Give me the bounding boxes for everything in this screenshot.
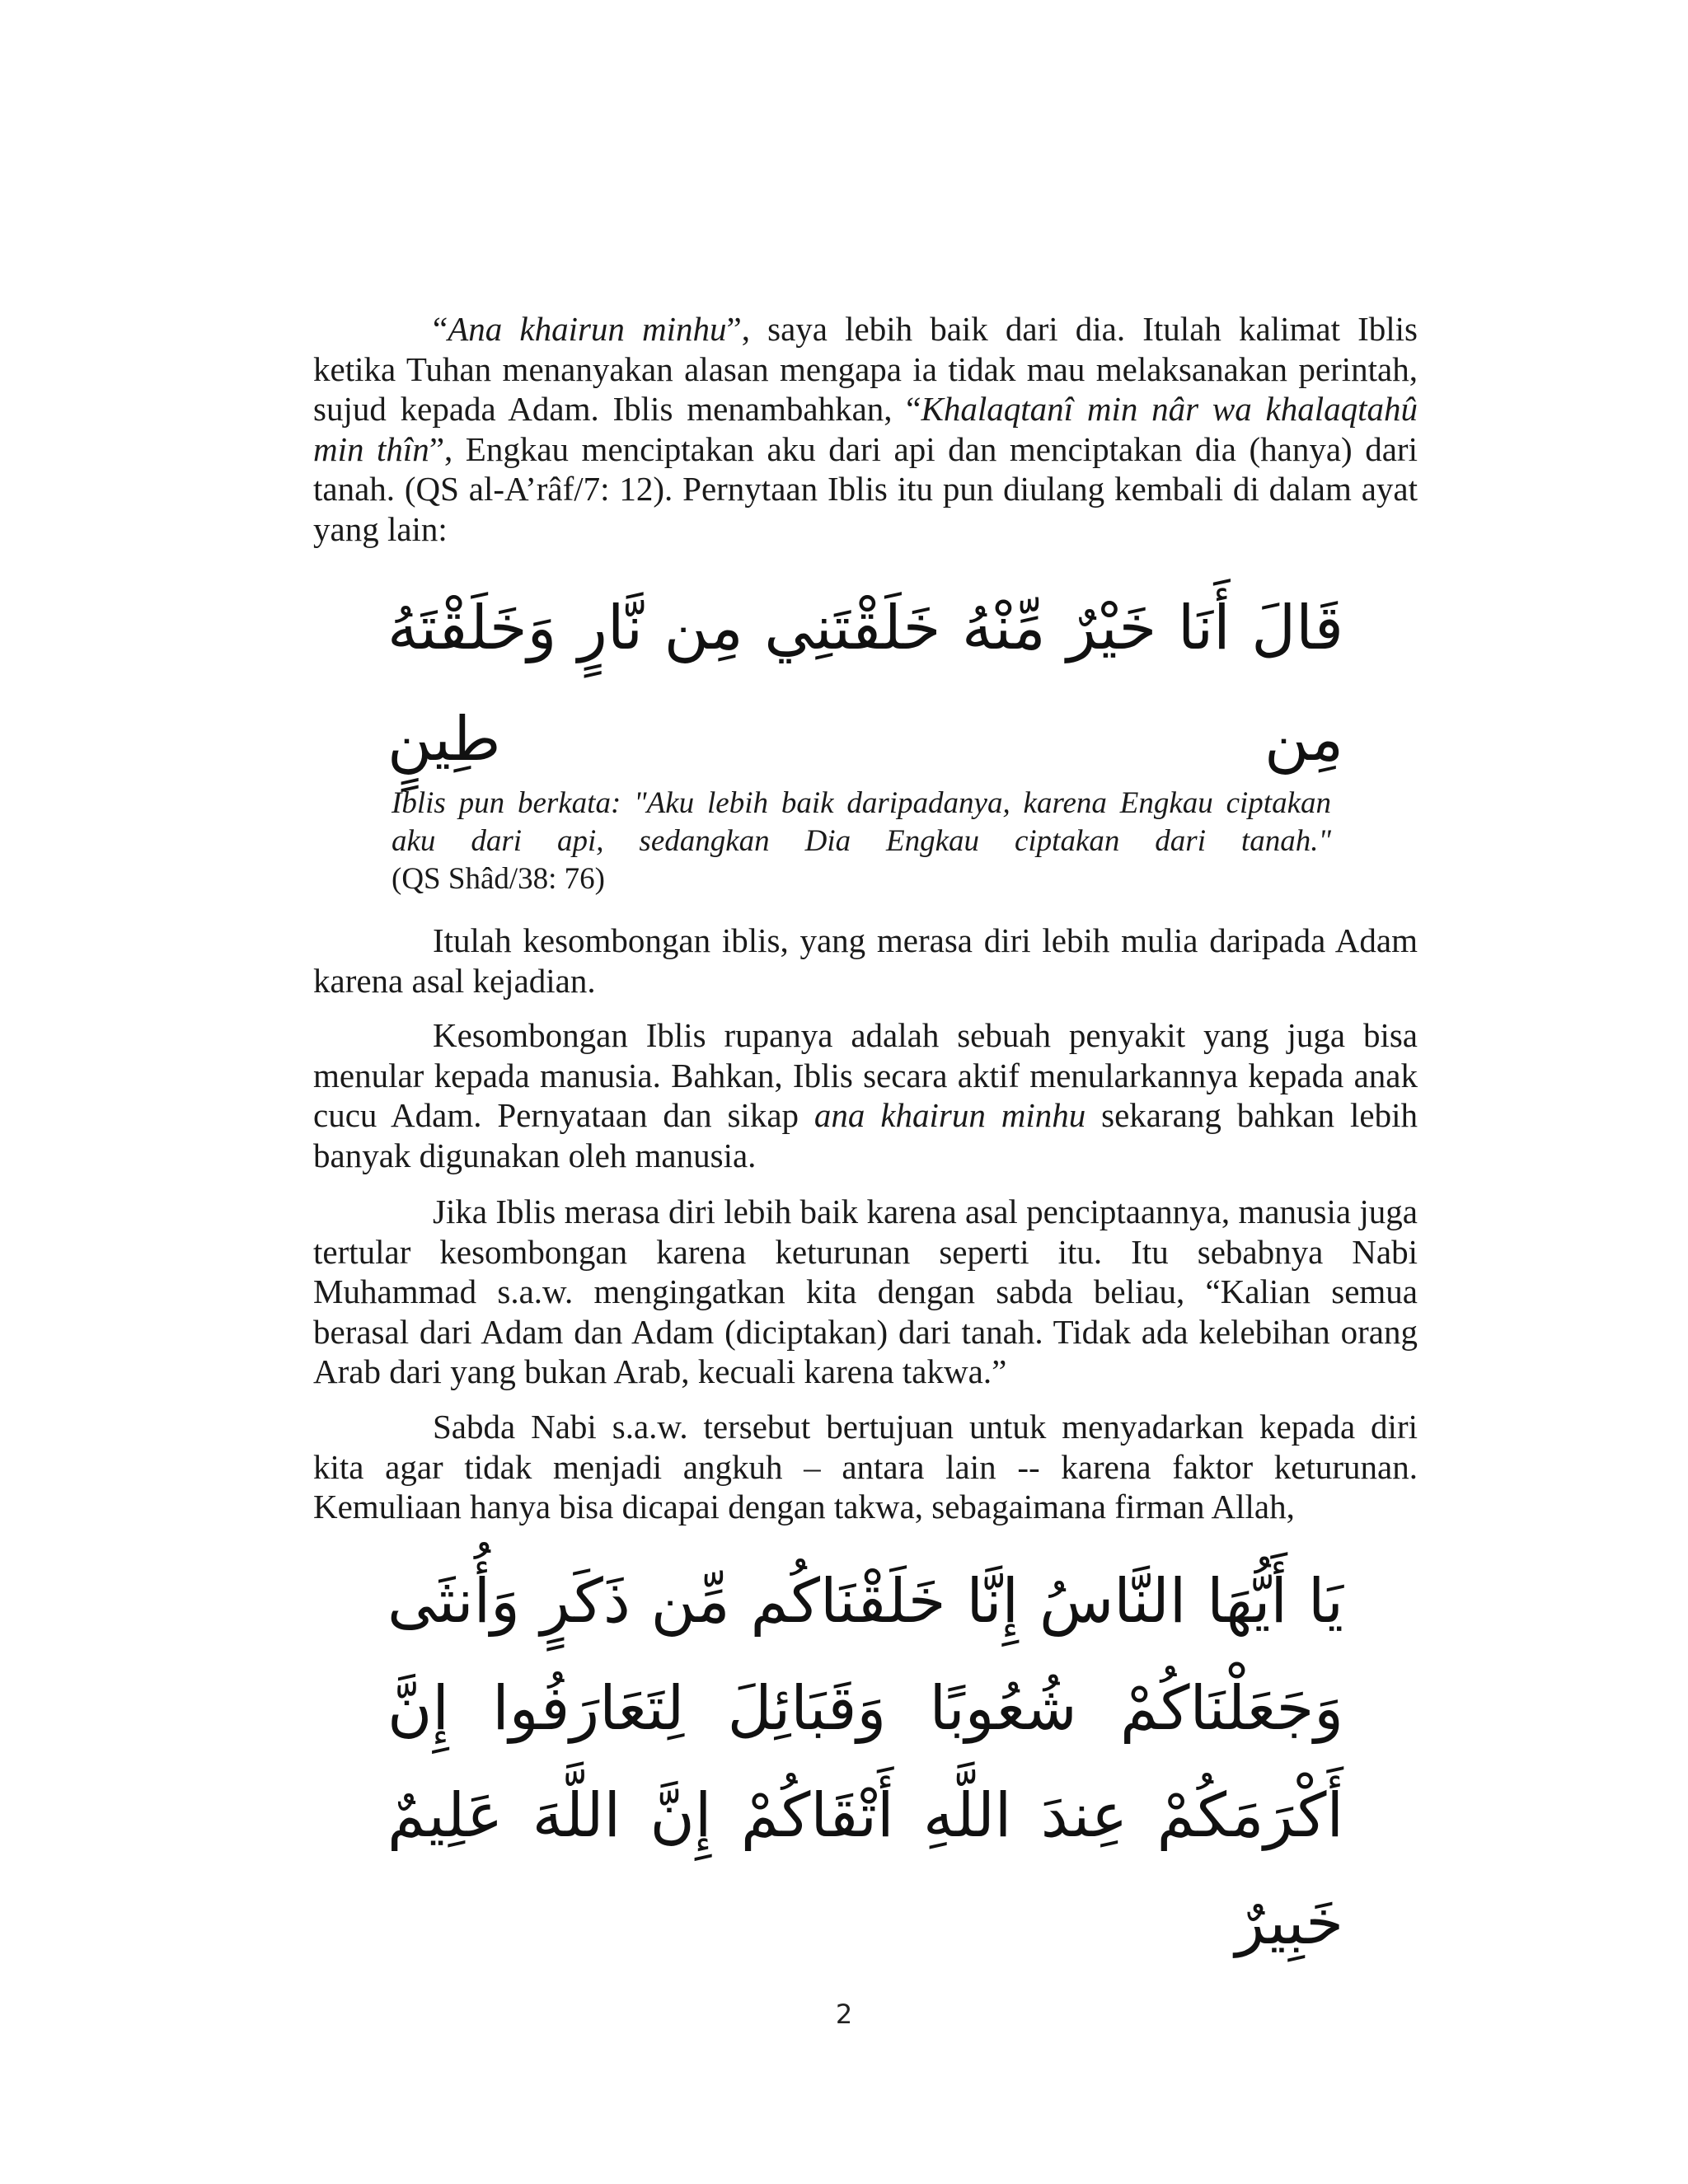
verse-translation-1 <box>392 785 1331 898</box>
paragraph-block-4 <box>313 1192 1418 1392</box>
paragraph-block-3 <box>313 1015 1418 1175</box>
page-number: 2 <box>835 1999 853 2030</box>
paragraph-4: Jika Iblis merasa diri lebih baik karena asal penciptaannya, manusia juga tertular kesombongan karena keturunan seperti itu. Itu sebabnya Nabi Muhammad s.a.w. mengingatkan kita dengan sabda beliau, “Kalian semua berasal dari Adam dan Adam (diciptakan) dari tanah. Tidak ada kelebihan orang Arab dari yang bukan Arab, kecuali karena takwa.” <box>313 1193 1418 1390</box>
paragraph-1: “Ana khairun minhu”, saya lebih baik dari dia. Itulah kalimat Iblis ketika Tuhan menanyakan alasan mengapa ia tidak mau melaksanakan perintah, sujud kepada Adam. Iblis menambahkan, “Khalaqtanî min nâr wa khalaqtahû min thîn”, Engkau menciptakan aku dari api dan menciptakan dia (hanya) dari tanah. (QS al-A’râf/7: 12). Pernytaan Iblis itu pun diulang kembali di dalam ayat yang lain: <box>313 310 1418 548</box>
paragraph-3 <box>313 1015 1418 1175</box>
arabic-verse-2: يَا أَيُّهَا النَّاسُ إِنَّا خَلَقْنَاكُم مِّن ذَكَرٍ وَأُنثَى وَجَعَلْنَاكُمْ شُعُوبًا وَقَبَائِلَ لِتَعَارَفُوا إِنَّ أَكْرَمَكُمْ عِندَ اللَّهِ أَتْقَاكُمْ إِنَّ اللَّهَ عَلِيمٌ خَبِيرٌ <box>387 1566 1343 1958</box>
paragraph-2: Itulah kesombongan iblis, yang merasa diri lebih mulia daripada Adam karena asal kejadian. <box>313 921 1418 1000</box>
translation-text: Iblis pun berkata: "Aku lebih baik daripadanya, karena Engkau ciptakan aku dari api, sedangkan Dia Engkau ciptakan dari tanah." <box>392 786 1331 858</box>
arabic-verse-1: قَالَ أَنَا خَيْرٌ مِّنْهُ خَلَقْتَنِي مِن نَّارٍ وَخَلَقْتَهُ مِن طِينٍ <box>387 593 1343 775</box>
paragraph-1-text-b: ”, Engkau menciptakan aku dari api dan menciptakan dia (hanya) dari tanah. (QS al-A’râf/7: 12). Pernytaan Iblis itu pun diulang kembali di dalam ayat yang lain: <box>313 429 1418 548</box>
quote-khalaqtani: Khalaqtanî min nâr wa khalaqtahû min thîn <box>313 390 1418 468</box>
paragraph-3-text-b: sekarang bahkan lebih banyak digunakan oleh manusia. <box>313 1096 1418 1174</box>
paragraph-3-text-a: Kesombongan Iblis rupanya adalah sebuah penyakit yang juga bisa menular kepada manusia. Bahkan, Iblis secara aktif menularkannya kepada anak cucu Adam. Pernyataan dan sikap <box>313 1016 1418 1134</box>
paragraph-block-2 <box>313 921 1418 1001</box>
paragraph-block-1 <box>313 309 1418 549</box>
quote-ana-khairun-minhu: Ana khairun minhu <box>448 310 727 348</box>
paragraph-1-text-a: ”, saya lebih baik dari dia. Itulah kalimat Iblis ketika Tuhan menanyakan alasan mengapa ia tidak mau melaksanakan perintah, sujud kepada Adam. Iblis menambahkan, “ <box>313 310 1418 428</box>
translation-reference: (QS Shâd/38: 76) <box>392 862 605 896</box>
paragraph-block-5 <box>313 1407 1418 1527</box>
phrase-ana-khairun-minhu: ana khairun minhu <box>814 1096 1086 1134</box>
paragraph-5: Sabda Nabi s.a.w. tersebut bertujuan untuk menyadarkan kepada diri kita agar tidak menjadi angkuh – antara lain -- karena faktor keturunan. Kemuliaan hanya bisa dicapai dengan takwa, sebagaimana firman Allah, <box>313 1408 1418 1526</box>
